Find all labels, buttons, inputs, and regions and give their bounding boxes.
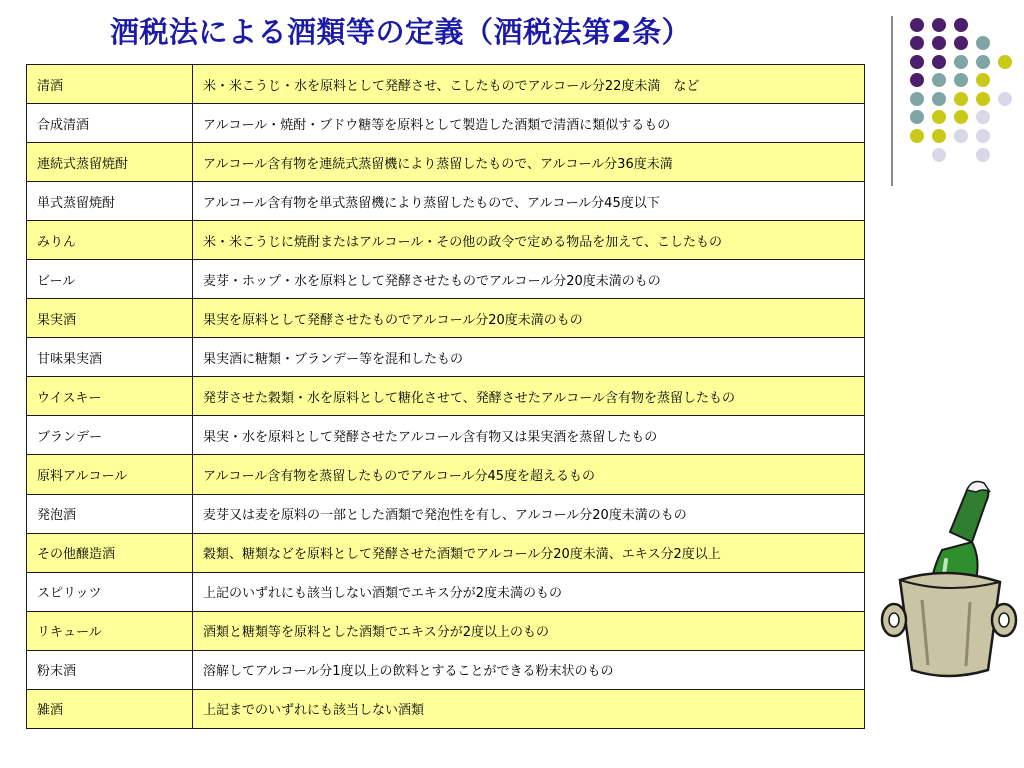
liquor-type-cell: 単式蒸留焼酎 bbox=[27, 182, 193, 221]
definition-cell: 上記のいずれにも該当しない酒類でエキス分が2度未満のもの bbox=[193, 572, 865, 611]
table-row bbox=[27, 65, 865, 104]
table-row bbox=[27, 689, 865, 728]
liquor-type-cell: リキュール bbox=[27, 611, 193, 650]
liquor-type-cell: スピリッツ bbox=[27, 572, 193, 611]
table-row bbox=[27, 416, 865, 455]
dot bbox=[976, 110, 990, 124]
table-row bbox=[27, 650, 865, 689]
definition-cell: 果実酒に糖類・ブランデー等を混和したもの bbox=[193, 338, 865, 377]
liquor-type-cell: ビール bbox=[27, 260, 193, 299]
liquor-type-cell: ウイスキー bbox=[27, 377, 193, 416]
dot bbox=[932, 55, 946, 69]
dot bbox=[954, 92, 968, 106]
dot bbox=[910, 129, 924, 143]
liquor-type-cell: 合成清酒 bbox=[27, 104, 193, 143]
liquor-type-cell: 発泡酒 bbox=[27, 494, 193, 533]
dot bbox=[954, 110, 968, 124]
table-row bbox=[27, 533, 865, 572]
dot bbox=[932, 129, 946, 143]
dot bbox=[954, 18, 968, 32]
table-row bbox=[27, 299, 865, 338]
dot bbox=[954, 36, 968, 50]
dot bbox=[954, 73, 968, 87]
definition-cell: アルコール含有物を単式蒸留機により蒸留したもので、アルコール分45度以下 bbox=[193, 182, 865, 221]
table-row bbox=[27, 494, 865, 533]
dot bbox=[954, 129, 968, 143]
definition-cell: アルコール含有物を連続式蒸留機により蒸留したもので、アルコール分36度未満 bbox=[193, 143, 865, 182]
liquor-definitions-table bbox=[26, 64, 865, 729]
table-row bbox=[27, 572, 865, 611]
dot bbox=[932, 36, 946, 50]
dot bbox=[932, 73, 946, 87]
dot bbox=[954, 55, 968, 69]
definition-cell: 穀類、糖類などを原料として発酵させた酒類でアルコール分20度未満、エキス分2度以上 bbox=[193, 533, 865, 572]
divider-line bbox=[891, 16, 893, 186]
dot bbox=[998, 55, 1012, 69]
dot bbox=[976, 129, 990, 143]
table-body bbox=[27, 65, 865, 729]
dot bbox=[976, 92, 990, 106]
liquor-type-cell: 清酒 bbox=[27, 65, 193, 104]
definition-cell: 米・米こうじに焼酎またはアルコール・その他の政令で定める物品を加えて、こしたもの bbox=[193, 221, 865, 260]
dot bbox=[910, 55, 924, 69]
dot bbox=[910, 18, 924, 32]
ice-bucket bbox=[882, 573, 1016, 676]
definition-cell: 果実を原料として発酵させたものでアルコール分20度未満のもの bbox=[193, 299, 865, 338]
liquor-type-cell: 甘味果実酒 bbox=[27, 338, 193, 377]
liquor-type-cell: 果実酒 bbox=[27, 299, 193, 338]
table-row bbox=[27, 611, 865, 650]
decorative-dot-grid bbox=[904, 12, 1014, 172]
dot bbox=[976, 36, 990, 50]
table-row bbox=[27, 104, 865, 143]
table-row bbox=[27, 143, 865, 182]
table-row bbox=[27, 377, 865, 416]
definition-cell: 果実・水を原料として発酵させたアルコール含有物又は果実酒を蒸留したもの bbox=[193, 416, 865, 455]
dot bbox=[932, 18, 946, 32]
dot bbox=[910, 92, 924, 106]
definition-cell: 麦芽又は麦を原料の一部とした酒類で発泡性を有し、アルコール分20度未満のもの bbox=[193, 494, 865, 533]
definition-cell: アルコール含有物を蒸留したものでアルコール分45度を超えるもの bbox=[193, 455, 865, 494]
liquor-type-cell: 原料アルコール bbox=[27, 455, 193, 494]
dot bbox=[932, 148, 946, 162]
dot bbox=[998, 92, 1012, 106]
liquor-type-cell: 粉末酒 bbox=[27, 650, 193, 689]
page-title: 酒税法による酒類等の定義（酒税法第2条） bbox=[110, 15, 692, 49]
liquor-type-cell: その他醸造酒 bbox=[27, 533, 193, 572]
table-row bbox=[27, 221, 865, 260]
liquor-type-cell: みりん bbox=[27, 221, 193, 260]
dot bbox=[932, 110, 946, 124]
table-row bbox=[27, 260, 865, 299]
table-row bbox=[27, 455, 865, 494]
dot bbox=[976, 148, 990, 162]
definition-cell: アルコール・焼酎・ブドウ糖等を原料として製造した酒類で清酒に類似するもの bbox=[193, 104, 865, 143]
dot bbox=[932, 92, 946, 106]
champagne-bucket-icon bbox=[872, 470, 1022, 690]
definition-cell: 発芽させた穀類・水を原料として糖化させて、発酵させたアルコール含有物を蒸留したもの bbox=[193, 377, 865, 416]
definition-cell: 溶解してアルコール分1度以上の飲料とすることができる粉末状のもの bbox=[193, 650, 865, 689]
dot bbox=[910, 36, 924, 50]
table-row bbox=[27, 338, 865, 377]
definition-cell: 上記までのいずれにも該当しない酒類 bbox=[193, 689, 865, 728]
liquor-type-cell: ブランデー bbox=[27, 416, 193, 455]
definition-cell: 酒類と糖類等を原料とした酒類でエキス分が2度以上のもの bbox=[193, 611, 865, 650]
liquor-type-cell: 連続式蒸留焼酎 bbox=[27, 143, 193, 182]
table-row bbox=[27, 182, 865, 221]
dot bbox=[910, 110, 924, 124]
definition-cell: 米・米こうじ・水を原料として発酵させ、こしたものでアルコール分22度未満 など bbox=[193, 65, 865, 104]
liquor-type-cell: 雑酒 bbox=[27, 689, 193, 728]
dot bbox=[976, 73, 990, 87]
definition-cell: 麦芽・ホップ・水を原料として発酵させたものでアルコール分20度未満のもの bbox=[193, 260, 865, 299]
dot bbox=[910, 73, 924, 87]
dot bbox=[976, 55, 990, 69]
